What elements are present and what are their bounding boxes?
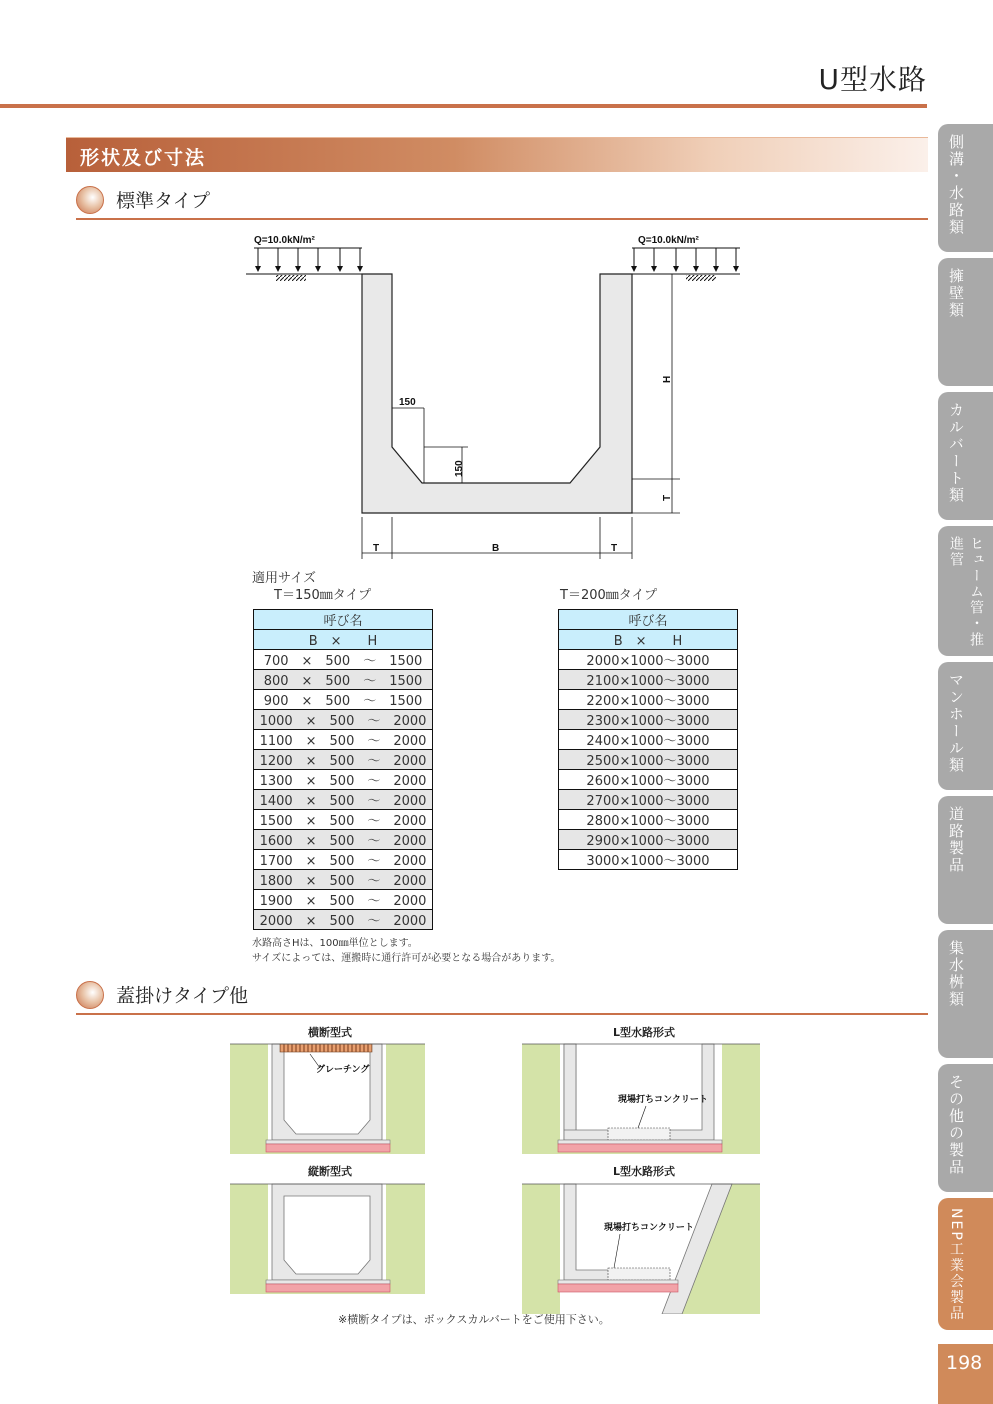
table-row	[254, 770, 433, 790]
table-row	[254, 710, 433, 730]
dim-150-horizontal: 150	[399, 397, 416, 408]
t200-label: T＝200㎜タイプ	[560, 588, 658, 603]
subheading-standard	[76, 182, 928, 220]
tab-nep-products[interactable]: NEP工業会製品	[938, 1198, 993, 1330]
table-row	[559, 770, 738, 790]
dim-150-vertical: 150	[454, 460, 465, 477]
fig2-l-channel-diagram	[522, 1040, 760, 1154]
table-row	[254, 730, 433, 750]
size-table-t200	[558, 609, 738, 870]
load-left-label: Q=10.0kN/m²	[254, 235, 315, 246]
fig2-label: 現場打ちコンクリート	[618, 1094, 708, 1104]
table-row	[254, 690, 433, 710]
load-arrows-right	[634, 248, 736, 269]
table-row	[254, 910, 433, 930]
table-cell: 2100×1000～3000	[559, 670, 738, 690]
dim-H: H	[662, 375, 673, 383]
subheading-covered-text: 蓋掛けタイプ他	[116, 985, 249, 1007]
ground-hatch-right	[686, 275, 716, 281]
table-cell: 1400 × 500 ～ 2000	[254, 790, 433, 810]
table-row	[559, 690, 738, 710]
table-row	[254, 670, 433, 690]
table-row	[254, 870, 433, 890]
table-cell: 1100 × 500 ～ 2000	[254, 730, 433, 750]
section-band	[66, 137, 928, 172]
page-title: U型水路	[818, 63, 927, 96]
dim-T-bottom-left: T	[373, 543, 380, 554]
table-header-name: 呼び名	[559, 610, 738, 630]
table-row	[254, 750, 433, 770]
fig2-title: L型水路形式	[613, 1026, 676, 1039]
tab-road-products[interactable]: 道路製品	[938, 796, 993, 924]
dim-B: B	[492, 543, 500, 554]
table-cell: 2500×1000～3000	[559, 750, 738, 770]
table-cell: 900 × 500 ～ 1500	[254, 690, 433, 710]
fig4-label: 現場打ちコンクリート	[604, 1222, 694, 1232]
page-number-box	[938, 1344, 993, 1404]
fig1-label: グレーチング	[316, 1064, 370, 1074]
table-row	[559, 810, 738, 830]
sizes-label: 適用サイズ	[252, 571, 316, 586]
table-row	[559, 730, 738, 750]
table-row	[254, 650, 433, 670]
load-arrows-left	[258, 248, 360, 269]
footnote: ※横断タイプは、ボックスカルバートをご使用下さい。	[338, 1313, 610, 1326]
table-cell: 1500 × 500 ～ 2000	[254, 810, 433, 830]
table-row	[559, 830, 738, 850]
table-cell: 2000×1000～3000	[559, 650, 738, 670]
table-cell: 2900×1000～3000	[559, 830, 738, 850]
tab-retaining-walls[interactable]: 擁壁類	[938, 258, 993, 386]
table-row	[254, 790, 433, 810]
u-channel-body	[362, 274, 632, 513]
size-table-t150	[253, 609, 433, 930]
table-row	[559, 650, 738, 670]
u-channel-diagram	[240, 225, 750, 570]
fig3-title: 縦断型式	[308, 1165, 352, 1178]
table-row	[254, 850, 433, 870]
table-cell: 1600 × 500 ～ 2000	[254, 830, 433, 850]
table-row	[559, 750, 738, 770]
table-row	[559, 790, 738, 810]
fig4-l-channel-slope-diagram	[522, 1180, 760, 1314]
table-header-name: 呼び名	[254, 610, 433, 630]
tab-other-products[interactable]: その他の製品	[938, 1064, 993, 1192]
table-row	[254, 890, 433, 910]
ground-hatch-left	[276, 275, 306, 281]
tab-catch-basins[interactable]: 集水桝類	[938, 930, 993, 1058]
t150-label: T＝150㎜タイプ	[274, 588, 372, 603]
table-cell: 1200 × 500 ～ 2000	[254, 750, 433, 770]
table-row	[254, 830, 433, 850]
table-cell: 3000×1000～3000	[559, 850, 738, 870]
note-transport: サイズによっては、運搬時に通行許可が必要となる場合があります。	[252, 953, 561, 964]
fig1-transverse-diagram	[230, 1040, 425, 1154]
note-height-unit: 水路高さHは、100㎜単位とします。	[252, 938, 418, 949]
tab-culverts[interactable]: カルバート類	[938, 392, 993, 520]
table-cell: 1900 × 500 ～ 2000	[254, 890, 433, 910]
fig4-title: L型水路形式	[613, 1165, 676, 1178]
table-row	[254, 810, 433, 830]
bullet-circle-icon	[76, 981, 104, 1009]
table-cell: 2300×1000～3000	[559, 710, 738, 730]
tab-hume-pipes[interactable]: ヒューム管・推進管	[938, 526, 993, 656]
table-cell: 2700×1000～3000	[559, 790, 738, 810]
table-header-bxh: B × H	[254, 630, 433, 650]
table-cell: 1800 × 500 ～ 2000	[254, 870, 433, 890]
subheading-standard-text: 標準タイプ	[116, 190, 211, 212]
table-cell: 2800×1000～3000	[559, 810, 738, 830]
title-rule	[0, 104, 927, 108]
table-cell: 2200×1000～3000	[559, 690, 738, 710]
table-row	[559, 710, 738, 730]
table-cell: 1300 × 500 ～ 2000	[254, 770, 433, 790]
table-cell: 2000 × 500 ～ 2000	[254, 910, 433, 930]
table-header-bxh: B × H	[559, 630, 738, 650]
table-cell: 1000 × 500 ～ 2000	[254, 710, 433, 730]
dim-T-right: T	[662, 494, 673, 501]
dim-T-bottom-right: T	[611, 543, 618, 554]
tab-manholes[interactable]: マンホール類	[938, 662, 993, 790]
subheading-covered	[76, 977, 928, 1015]
tab-gutters[interactable]: 側溝・水路類	[938, 124, 993, 252]
table-cell: 700 × 500 ～ 1500	[254, 650, 433, 670]
fig3-longitudinal-diagram	[230, 1180, 425, 1294]
table-cell: 2400×1000～3000	[559, 730, 738, 750]
table-row	[559, 670, 738, 690]
section-title: 形状及び寸法	[80, 147, 207, 169]
page-number: 198	[946, 1352, 983, 1374]
table-cell: 800 × 500 ～ 1500	[254, 670, 433, 690]
table-cell: 1700 × 500 ～ 2000	[254, 850, 433, 870]
table-cell: 2600×1000～3000	[559, 770, 738, 790]
table-row	[559, 850, 738, 870]
fig1-title: 横断型式	[308, 1026, 352, 1039]
bullet-circle-icon	[76, 186, 104, 214]
load-right-label: Q=10.0kN/m²	[638, 235, 699, 246]
